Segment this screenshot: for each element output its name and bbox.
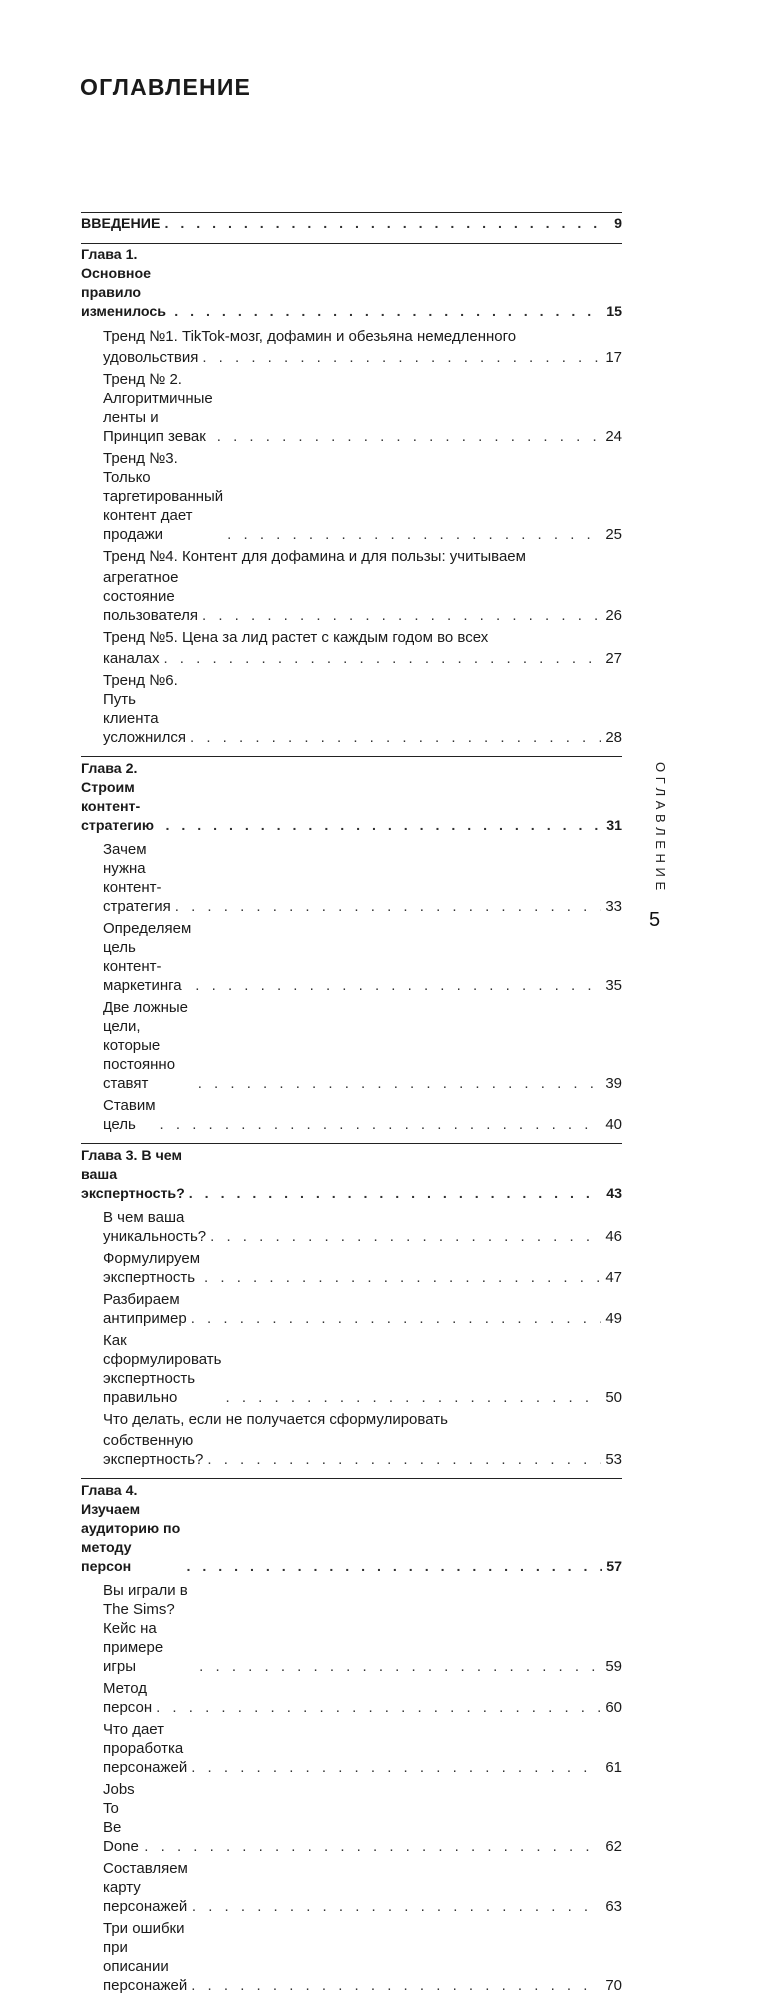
toc-entry-title: Составляем карту персонажей — [103, 1860, 188, 1915]
toc-subentry[interactable] — [81, 840, 622, 916]
dot-leader — [226, 1388, 602, 1407]
toc-entry-title: Определяем цель контент-маркетинга — [103, 920, 192, 994]
toc-entry-page: 49 — [605, 1310, 622, 1327]
toc-subentry[interactable] — [81, 1410, 622, 1429]
toc-entry-page: 9 — [614, 216, 622, 232]
toc-subentry[interactable] — [81, 1780, 622, 1856]
toc-entry-page: 27 — [605, 650, 622, 667]
dot-leader — [191, 1758, 601, 1777]
toc-entry-title: Глава 2. Строим контент-стратегию — [81, 761, 154, 834]
toc-entry-page: 60 — [605, 1699, 622, 1716]
toc-entry-intro[interactable] — [81, 215, 622, 234]
toc-subentry[interactable] — [81, 1720, 622, 1777]
toc-entry-title: Формулируем экспертность — [103, 1250, 201, 1286]
dot-leader — [210, 1227, 601, 1246]
toc-entry-title: агрегатное состояние пользователя — [103, 569, 198, 624]
section-divider — [81, 243, 622, 244]
toc-subentry-continued[interactable] — [81, 568, 622, 625]
dot-leader — [163, 649, 601, 668]
page-number: 5 — [649, 909, 661, 931]
dot-leader — [160, 1115, 602, 1134]
dot-leader — [195, 976, 601, 995]
toc-subentry[interactable] — [81, 1919, 622, 1995]
toc-entry-page: 50 — [605, 1389, 622, 1406]
toc-subentry[interactable] — [81, 1581, 622, 1676]
dot-leader — [174, 303, 602, 322]
toc-subentry-continued[interactable] — [81, 1431, 622, 1469]
toc-entry-title: Глава 3. В чем ваша экспертность? — [81, 1148, 185, 1202]
page-title: ОГЛАВЛЕНИЕ — [80, 74, 252, 100]
dot-leader — [190, 728, 601, 747]
toc-entry-title: Что делать, если не получается сформулировать — [103, 1411, 448, 1428]
toc-entry-page: 59 — [605, 1658, 622, 1675]
toc-entry-title: Тренд №4. Контент для дофамина и для пользы: учитываем — [103, 548, 526, 565]
toc-entry-page: 25 — [605, 526, 622, 543]
toc-chapter-3[interactable] — [81, 1147, 622, 1204]
section-divider — [81, 212, 622, 213]
toc-entry-title: ВВЕДЕНИЕ — [81, 216, 161, 232]
toc-subentry[interactable] — [81, 370, 622, 446]
toc-subentry[interactable] — [81, 671, 622, 747]
toc-entry-page: 63 — [605, 1898, 622, 1915]
toc-entry-title: Тренд №3. Только таргетированный контент дает продажи — [103, 450, 224, 543]
table-of-contents — [81, 212, 622, 1995]
toc-subentry[interactable] — [81, 1096, 622, 1134]
dot-leader — [217, 427, 602, 446]
dot-leader — [198, 1074, 602, 1093]
toc-subentry[interactable] — [81, 327, 622, 346]
toc-subentry[interactable] — [81, 628, 622, 647]
dot-leader — [144, 1837, 601, 1856]
toc-entry-title: Три ошибки при описании персонажей — [103, 1920, 188, 1994]
section-divider — [81, 1143, 622, 1144]
toc-entry-page: 40 — [605, 1116, 622, 1133]
toc-entry-title: Глава 4. Изучаем аудиторию по методу персон — [81, 1483, 181, 1575]
toc-entry-page: 26 — [605, 607, 622, 624]
dot-leader — [186, 1558, 602, 1577]
toc-entry-page: 31 — [606, 818, 622, 834]
toc-subentry[interactable] — [81, 449, 622, 544]
toc-entry-title: собственную экспертность? — [103, 1432, 204, 1468]
toc-entry-page: 33 — [605, 898, 622, 915]
toc-subentry[interactable] — [81, 1249, 622, 1287]
toc-entry-title: Jobs To Be Done — [103, 1781, 139, 1855]
toc-entry-title: Разбираем антипример — [103, 1291, 187, 1327]
toc-entry-title: Тренд №6. Путь клиента усложнился — [103, 672, 186, 746]
toc-entry-page: 15 — [606, 304, 622, 320]
toc-entry-title: В чем ваша уникальность? — [103, 1209, 207, 1245]
toc-entry-page: 35 — [605, 977, 622, 994]
toc-entry-title: Как сформулировать экспертность правильно — [103, 1332, 222, 1406]
toc-entry-title: Зачем нужна контент-стратегия — [103, 841, 171, 915]
dot-leader — [199, 1657, 601, 1676]
toc-entry-page: 53 — [605, 1451, 622, 1468]
toc-entry-page: 70 — [605, 1977, 622, 1994]
dot-leader — [191, 1309, 602, 1328]
toc-chapter-4[interactable] — [81, 1482, 622, 1577]
toc-subentry[interactable] — [81, 1290, 622, 1328]
dot-leader — [164, 215, 610, 234]
section-divider — [81, 1478, 622, 1479]
toc-entry-title: Глава 1. Основное правило изменилось — [81, 247, 167, 320]
dot-leader — [191, 1976, 601, 1995]
toc-entry-page: 46 — [605, 1228, 622, 1245]
toc-subentry[interactable] — [81, 1331, 622, 1407]
toc-entry-page: 39 — [605, 1075, 622, 1092]
toc-entry-page: 62 — [605, 1838, 622, 1855]
toc-subentry[interactable] — [81, 1208, 622, 1246]
toc-entry-page: 57 — [606, 1559, 622, 1575]
toc-subentry[interactable] — [81, 1679, 622, 1717]
dot-leader — [202, 348, 601, 367]
dot-leader — [207, 1450, 601, 1469]
toc-subentry[interactable] — [81, 547, 622, 566]
toc-entry-title: Тренд № 2. Алгоритмичные ленты и Принцип зевак — [103, 371, 213, 445]
toc-entry-page: 47 — [605, 1269, 622, 1286]
dot-leader — [192, 1897, 601, 1916]
toc-entry-page: 28 — [605, 729, 622, 746]
toc-entry-title: Две ложные цели, которые постоянно ставят — [103, 999, 189, 1092]
dot-leader — [165, 817, 602, 836]
toc-entry-title: удовольствия — [103, 349, 199, 366]
toc-entry-page: 61 — [605, 1759, 622, 1776]
toc-entry-title: Метод персон — [103, 1680, 153, 1716]
dot-leader — [227, 525, 601, 544]
toc-entry-title: Вы играли в The Sims? Кейс на примере игры — [103, 1582, 188, 1675]
dot-leader — [175, 897, 602, 916]
toc-entry-title: Что дает проработка персонажей — [103, 1721, 188, 1776]
toc-entry-title: Ставим цель — [103, 1097, 156, 1133]
toc-entry-title: Тренд №5. Цена за лид растет с каждым годом во всех — [103, 629, 489, 646]
toc-entry-title: каналах — [103, 650, 160, 667]
toc-subentry[interactable] — [81, 919, 622, 995]
toc-chapter-2[interactable] — [81, 760, 622, 836]
dot-leader — [204, 1268, 601, 1287]
toc-chapter-1[interactable] — [81, 246, 622, 322]
toc-entry-page: 24 — [605, 428, 622, 445]
toc-entry-title: Тренд №1. TikTok-мозг, дофамин и обезьяна немедленного — [103, 328, 517, 345]
running-head-vertical: ОГЛАВЛЕНИЕ — [653, 762, 668, 895]
toc-subentry[interactable] — [81, 1859, 622, 1916]
toc-subentry-continued[interactable] — [81, 649, 622, 668]
dot-leader — [202, 606, 601, 625]
section-divider — [81, 756, 622, 757]
toc-subentry[interactable] — [81, 998, 622, 1093]
toc-entry-page: 17 — [605, 349, 622, 366]
toc-entry-page: 43 — [606, 1186, 622, 1202]
dot-leader — [156, 1698, 601, 1717]
dot-leader — [189, 1185, 602, 1204]
toc-subentry-continued[interactable] — [81, 348, 622, 367]
